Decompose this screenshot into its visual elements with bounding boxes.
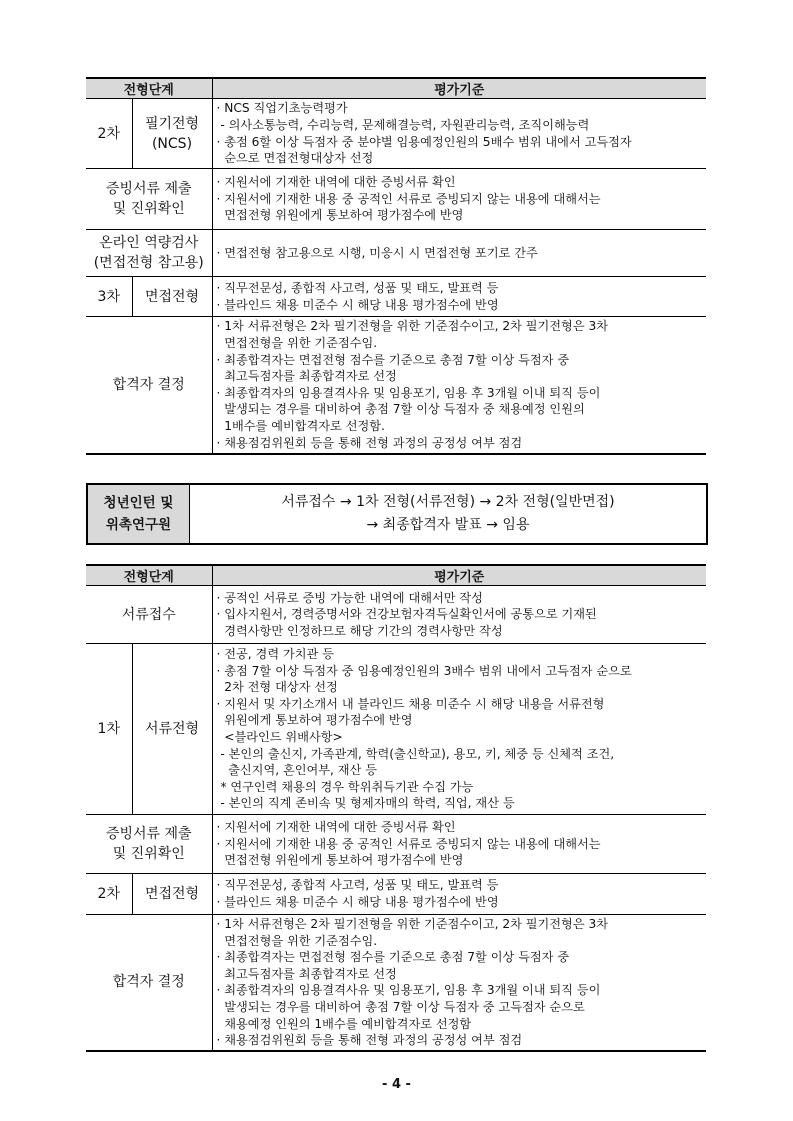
- text-line: (면접전형 참고용): [93, 255, 204, 271]
- criteria-cell: [212, 644, 706, 815]
- text-line: 및 진위확인: [112, 201, 185, 217]
- stage-cell: 3차: [86, 277, 132, 317]
- process-flow-box: [86, 483, 708, 545]
- text-line: 위촉연구원: [105, 517, 172, 533]
- stage-cell: [86, 169, 212, 230]
- stage-cell: 2차: [86, 874, 132, 915]
- criteria-cell: [212, 586, 706, 644]
- criteria-cell: [212, 317, 706, 454]
- text-line: <블라인드 위배사항>: [216, 730, 343, 744]
- text-line: · 전공, 경력 가치관 등: [216, 647, 334, 662]
- text-line: 증빙서류 제출: [105, 181, 192, 197]
- text-line: 발생되는 경우를 대비하여 총점 7할 이상 득점자 중 채용예정 인원의: [216, 402, 585, 417]
- table-header: [86, 78, 706, 99]
- text-line: 채용예정 인원의 1배수를 예비합격자로 선정함: [216, 1016, 472, 1031]
- text-line: · 지원서에 기재한 내역에 대한 증빙서류 확인: [216, 820, 456, 835]
- text-line: · 최종합격자는 면접전형 점수를 기준으로 총점 7할 이상 득점자 중: [216, 352, 570, 367]
- text-line: · 총점 6할 이상 득점자 중 분야별 임용예정인원의 5배수 범위 내에서 고득점자: [216, 134, 632, 149]
- text-line: 면접전형을 위한 기준점수임.: [216, 335, 378, 350]
- text-line: 면접전형을 위한 기준점수임.: [216, 933, 378, 948]
- text-line: - 본인의 출신지, 가족관계, 학력(출신학교), 용모, 키, 체중 등 신체적 조건,: [216, 746, 615, 761]
- table-row: [86, 874, 706, 915]
- text-line: 면접전형: [144, 886, 200, 902]
- header-criteria: 평가기준: [212, 78, 706, 99]
- evaluation-table-2: [86, 564, 706, 1052]
- text-line: 출신지역, 혼인여부, 재산 등: [216, 763, 377, 778]
- substage-cell: [132, 277, 212, 317]
- table-row: [86, 586, 706, 644]
- text-line: 1배수를 예비합격자로 선정함.: [216, 418, 385, 433]
- text-line: · 공적인 서류로 증빙 가능한 내역에 대해서만 작성: [216, 590, 483, 605]
- text-line: - 본인의 직계 존비속 및 형제자매의 학력, 직업, 재산 등: [216, 796, 515, 811]
- criteria-cell: [212, 230, 706, 277]
- text-line: · 면접전형 참고용으로 시행, 미응시 시 면접전형 포기로 간주: [216, 245, 538, 260]
- text-line: 합격자 결정: [112, 974, 185, 991]
- text-line: 면접전형 위원에게 통보하여 평가점수에 반영: [216, 208, 464, 223]
- text-line: (NCS): [151, 135, 193, 152]
- text-line: 발생되는 경우를 대비하여 총점 7할 이상 득점자 중 고득점자 순으로: [216, 999, 585, 1014]
- table-row: [86, 915, 706, 1051]
- table-row: [86, 815, 706, 874]
- text-line: 순으로 면접전형대상자 선정: [216, 151, 374, 166]
- stage-cell: 2차: [86, 99, 132, 169]
- text-line: 면접전형: [144, 288, 200, 305]
- text-line: · 채용점검위원회 등을 통해 전형 과정의 공정성 여부 점검: [216, 1033, 523, 1048]
- stage-cell: [86, 586, 212, 644]
- table-row: [86, 99, 706, 169]
- text-line: 서류전형: [144, 721, 200, 737]
- text-line: 경력사항만 인정하므로 해당 기간의 경력사항만 작성: [216, 623, 503, 638]
- text-line: · 최종합격자는 면접전형 점수를 기준으로 총점 7할 이상 득점자 중: [216, 950, 570, 965]
- page-number: - 4 -: [382, 1077, 411, 1092]
- text-line: · NCS 직업기초능력평가: [216, 101, 348, 116]
- text-line: → 최종합격자 발표 → 임용: [366, 517, 530, 533]
- flow-steps: [190, 485, 706, 543]
- header-stage: 전형단계: [86, 78, 212, 99]
- table-row: [86, 277, 706, 317]
- text-line: · 총점 7할 이상 득점자 중 임용예정인원의 3배수 범위 내에서 고득점자 순으로: [216, 663, 632, 678]
- table-row: [86, 317, 706, 454]
- text-line: · 지원서에 기재한 내용 중 공적인 서류로 증빙되지 않는 내용에 대해서는: [216, 191, 601, 206]
- criteria-cell: [212, 99, 706, 169]
- text-line: · 1차 서류전형은 2차 필기전형을 위한 기준점수이고, 2차 필기전형은 3차: [216, 917, 609, 931]
- criteria-cell: [212, 874, 706, 915]
- text-line: · 지원서에 기재한 내용 중 공적인 서류로 증빙되지 않는 내용에 대해서는: [216, 836, 601, 851]
- stage-cell: [86, 915, 212, 1051]
- text-line: 위원에게 통보하여 평가점수에 반영: [216, 713, 413, 728]
- substage-cell: [132, 644, 212, 815]
- stage-cell: 1차: [86, 644, 132, 815]
- text-line: · 직무전문성, 종합적 사고력, 성품 및 태도, 발표력 등: [216, 280, 499, 295]
- text-line: · 채용점검위원회 등을 통해 전형 과정의 공정성 여부 점검: [216, 435, 523, 450]
- stage-cell: [86, 317, 212, 454]
- text-line: · 블라인드 채용 미준수 시 해당 내용 평가점수에 반영: [216, 895, 499, 909]
- text-line: 합격자 결정: [112, 376, 185, 393]
- substage-cell: [132, 99, 212, 169]
- text-line: · 최종합격자의 임용결격사유 및 임용포기, 임용 후 3개월 이내 퇴직 등이: [216, 385, 601, 400]
- flow-label: [88, 485, 190, 543]
- text-line: · 입사지원서, 경력증명서와 건강보험자격득실확인서에 공통으로 기재된: [216, 607, 597, 622]
- text-line: 2차 전형 대상자 선정: [216, 680, 338, 695]
- stage-cell: [86, 230, 212, 277]
- text-line: * 연구인력 채용의 경우 학위취득기관 수집 가능: [216, 779, 474, 794]
- table-row: [86, 169, 706, 230]
- text-line: · 최종합격자의 임용결격사유 및 임용포기, 임용 후 3개월 이내 퇴직 등이: [216, 983, 601, 998]
- text-line: 면접전형 위원에게 통보하여 평가점수에 반영: [216, 853, 464, 868]
- header-criteria: 평가기준: [212, 565, 706, 586]
- text-line: 온라인 역량검사: [99, 235, 199, 251]
- text-line: · 지원서에 기재한 내역에 대한 증빙서류 확인: [216, 175, 456, 190]
- text-line: 최고득점자를 최종합격자로 선정: [216, 966, 397, 981]
- header-stage: 전형단계: [86, 565, 212, 586]
- text-line: 청년인턴 및: [103, 495, 174, 511]
- text-line: · 블라인드 채용 미준수 시 해당 내용 평가점수에 반영: [216, 297, 499, 312]
- table-header: [86, 565, 706, 586]
- criteria-cell: [212, 915, 706, 1051]
- table-row: [86, 644, 706, 815]
- criteria-cell: [212, 815, 706, 874]
- text-line: 서류접수 → 1차 전형(서류전형) → 2차 전형(일반면접): [281, 494, 615, 510]
- text-line: 증빙서류 제출: [105, 826, 192, 842]
- text-line: · 직무전문성, 종합적 사고력, 성품 및 태도, 발표력 등: [216, 878, 499, 893]
- text-line: - 의사소통능력, 수리능력, 문제해결능력, 자원관리능력, 조직이해능력: [216, 117, 590, 132]
- text-line: 필기전형: [144, 115, 200, 132]
- criteria-cell: [212, 169, 706, 230]
- evaluation-table-1: [86, 77, 706, 455]
- stage-cell: [86, 815, 212, 874]
- text-line: 및 진위확인: [112, 846, 185, 862]
- text-line: 서류접수: [121, 606, 176, 623]
- substage-cell: [132, 874, 212, 915]
- criteria-cell: [212, 277, 706, 317]
- text-line: · 1차 서류전형은 2차 필기전형을 위한 기준점수이고, 2차 필기전형은 3차: [216, 319, 609, 334]
- table-row: [86, 230, 706, 277]
- text-line: 최고득점자를 최종합격자로 선정: [216, 369, 397, 384]
- text-line: · 지원서 및 자기소개서 내 블라인드 채용 미준수 시 해당 내용을 서류전형: [216, 696, 605, 711]
